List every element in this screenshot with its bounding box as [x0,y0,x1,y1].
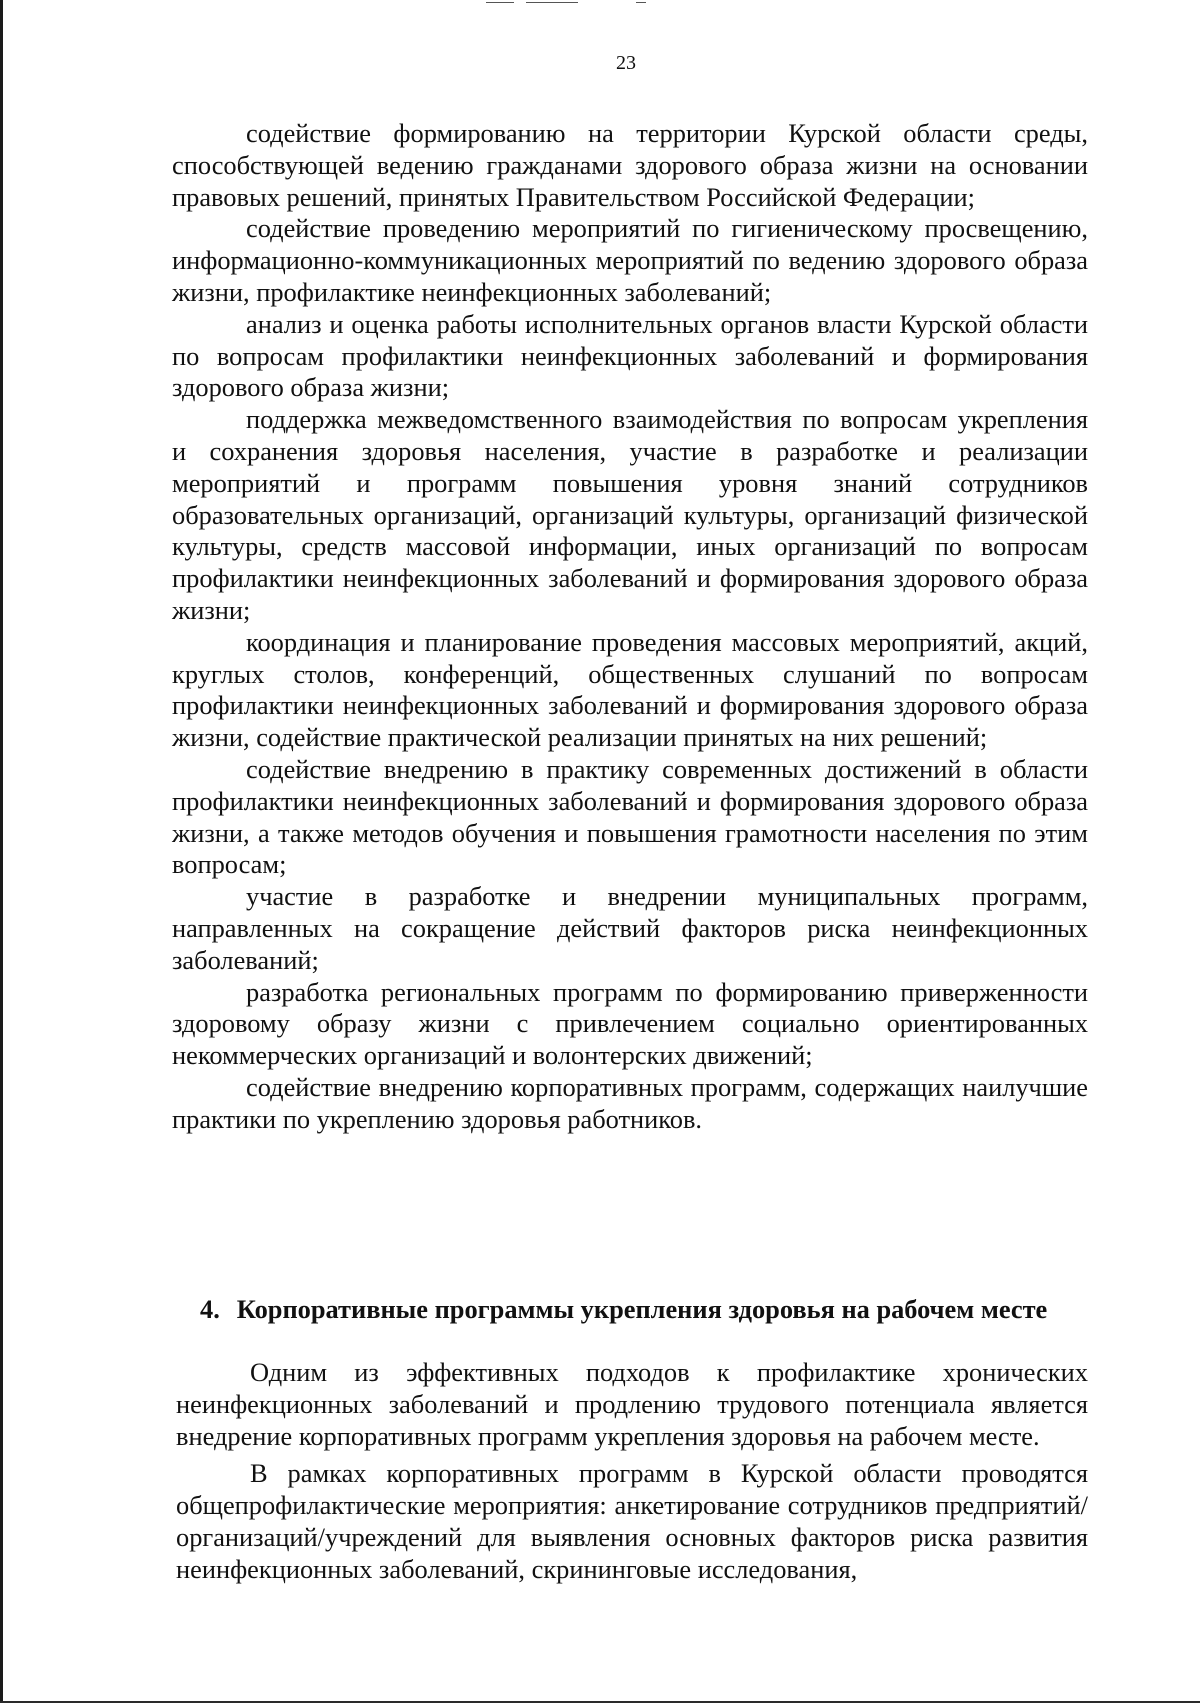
paragraph: координация и планирование проведения массовых мероприятий, акций, круглых столов, конференций, общественных слушаний по вопросам профилактики неинфекционных заболеваний и формирования здорового образа жизни, содействие практической реализации принятых на них решений; [172,626,1088,753]
body-text [172,118,1088,1136]
section-heading [200,1294,1088,1325]
paragraph: содействие формированию на территории Курской области среды, способствующей ведению гражданами здорового образа жизни на основании правовых решений, принятых Правительством Российской Федерации; [172,118,1088,212]
paragraph: В рамках корпоративных программ в Курской области проводятся общепрофилактические мероприятия: анкетирование сотрудников предприятий/организаций/учреждений для выявления основных факторов риска развития неинфекционных заболеваний, скрининговые исследования, [176,1458,1088,1584]
paragraph: содействие внедрению в практику современных достижений в области профилактики неинфекционных заболеваний и формирования здорового образа жизни, а также методов обучения и повышения грамотности населения по этим вопросам; [172,753,1088,880]
paragraph: содействие внедрению корпоративных программ, содержащих наилучшие практики по укреплению здоровья работников. [172,1071,1088,1134]
paragraph: поддержка межведомственного взаимодействия по вопросам укрепления и сохранения здоровья населения, участие в разработке и реализации мероприятий и программ повышения уровня знаний сотрудников образовательных организаций, организаций культуры, организаций физической культуры, средств массовой информации, иных организаций по вопросам профилактики неинфекционных заболеваний и формирования здорового образа жизни; [172,404,1088,625]
paragraph: содействие проведению мероприятий по гигиеническому просвещению, информационно-коммуникационных мероприятий по ведению здорового образа жизни, профилактике неинфекционных заболеваний; [172,213,1088,307]
section-title: Корпоративные программы укрепления здоровья на рабочем месте [236,1294,1048,1324]
scan-left-edge [0,0,3,1703]
section-body [176,1357,1088,1586]
paragraph: Одним из эффективных подходов к профилактике хронических неинфекционных заболеваний и продлению трудового потенциала является внедрение корпоративных программ укрепления здоровья на рабочем месте. [176,1357,1088,1451]
paragraph: разработка региональных программ по формированию приверженности здоровому образу жизни с привлечением социально ориентированных некоммерческих организаций и волонтерских движений; [172,976,1088,1071]
scan-top-marks [486,0,686,6]
page-number: 23 [616,52,636,74]
paragraph: анализ и оценка работы исполнительных органов власти Курской области по вопросам профилактики неинфекционных заболеваний и формирования здорового образа жизни; [172,308,1088,403]
section-number: 4. [200,1294,220,1324]
paragraph: участие в разработке и внедрении муниципальных программ, направленных на сокращение действий факторов риска неинфекционных заболеваний; [172,881,1088,975]
